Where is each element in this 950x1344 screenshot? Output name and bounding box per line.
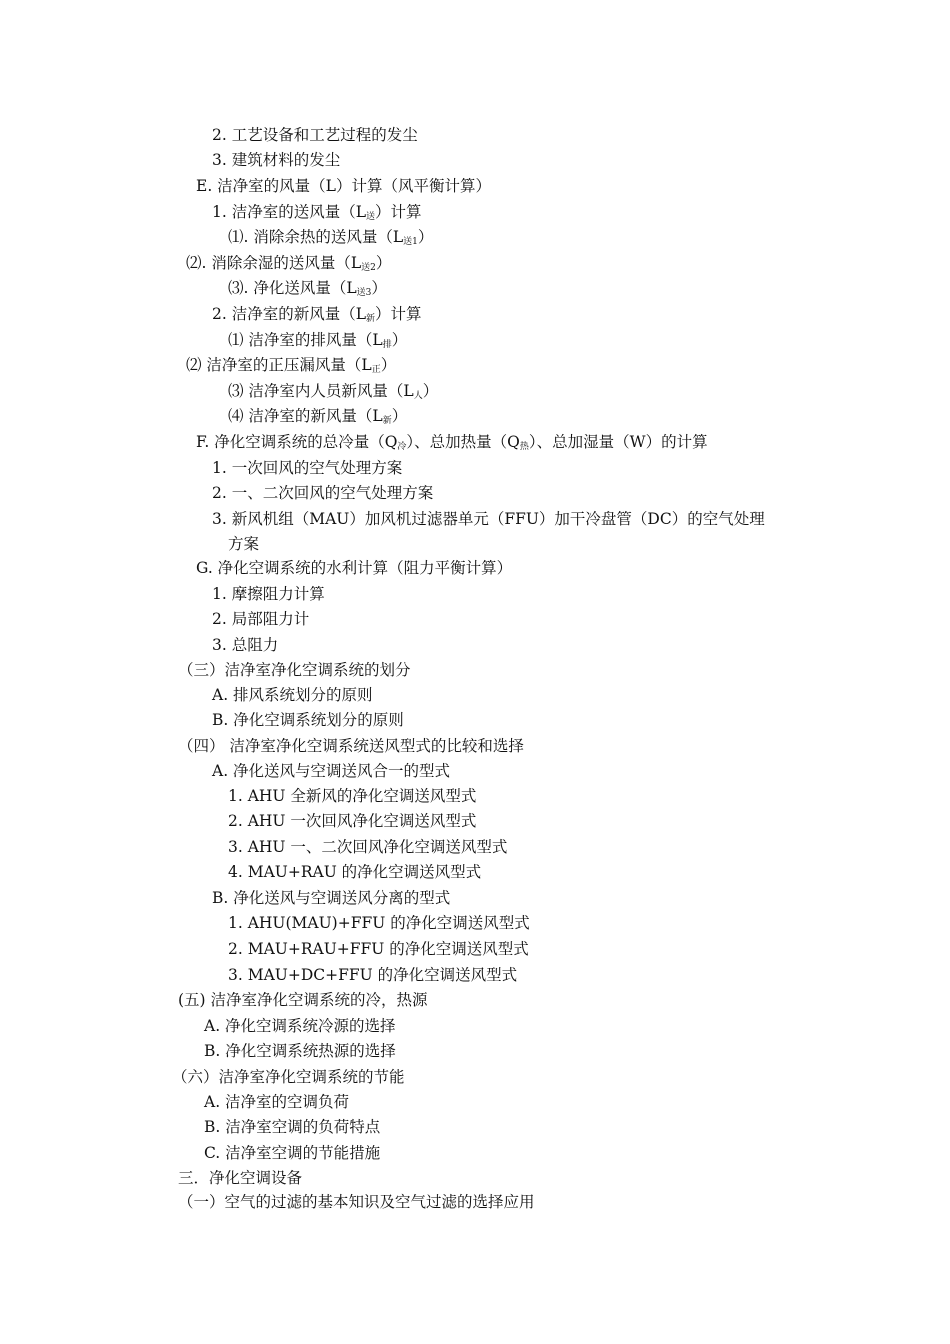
outline-subitem: 2. MAU+RAU+FFU 的净化空调送风型式 (228, 940, 529, 958)
outline-item: 2. 洁净室的新风量$(L_新)$计算 (212, 305, 422, 324)
outline-subitem: 1. AHU 全新风的净化空调送风型式 (228, 787, 477, 805)
outline-subitem: ⑶ 洁净室内人员新风量$(L_人)$ (228, 382, 439, 401)
outline-subitem: 2. AHU 一次回风净化空调送风型式 (228, 812, 477, 830)
outline-item: A. 洁净室的空调负荷 (204, 1093, 350, 1111)
outline-item: C. 洁净室空调的节能措施 (204, 1144, 381, 1162)
outline-item: 3. 新风机组（MAU）加风机过滤器单元（FFU）加干冷盘管（DC）的空气处理 (212, 510, 765, 528)
outline-item: A. 排风系统划分的原则 (212, 686, 373, 704)
outline-item: 3. 总阻力 (212, 636, 279, 654)
outline-item: B. 净化送风与空调送风分离的型式 (212, 889, 451, 907)
outline-item: 2. 一、二次回风的空气处理方案 (212, 484, 434, 502)
outline-heading: G. 净化空调系统的水利计算（阻力平衡计算） (196, 559, 513, 577)
outline-heading: E. 洁净室的风量（L）计算（风平衡计算） (196, 177, 491, 195)
outline-item: A. 净化送风与空调送风合一的型式 (212, 762, 451, 780)
outline-subitem: 1. AHU(MAU)+FFU 的净化空调送风型式 (228, 914, 530, 932)
outline-subitem: 3. MAU+DC+FFU 的净化空调送风型式 (228, 966, 518, 984)
outline-item: B. 净化空调系统热源的选择 (204, 1042, 396, 1060)
section-heading: （三）洁净室净化空调系统的划分 (178, 661, 411, 679)
outline-subitem: ⑵ 洁净室的正压漏风量$(L_正)$ (186, 356, 397, 375)
outline-item: A. 净化空调系统冷源的选择 (204, 1017, 396, 1035)
outline-item: B. 净化空调系统划分的原则 (212, 711, 404, 729)
outline-subitem: ⑴ 洁净室的排风量$(L_排)$ (228, 331, 408, 350)
section-heading: （四） 洁净室净化空调系统送风型式的比较和选择 (178, 737, 524, 755)
outline-subitem: 4. MAU+RAU 的净化空调送风型式 (228, 863, 482, 881)
outline-subitem: ⑴. 消除余热的送风量$(L_{送1})$ (228, 228, 434, 247)
outline-item: 1. 摩擦阻力计算 (212, 585, 325, 603)
outline-subitem: ⑷ 洁净室的新风量$(L_新)$ (228, 407, 408, 426)
outline-item: 1. 一次回风的空气处理方案 (212, 459, 403, 477)
outline-item: B. 洁净室空调的负荷特点 (204, 1118, 381, 1136)
outline-subitem: ⑵. 消除余湿的送风量$(L_{送2})$ (186, 254, 392, 273)
section-heading: （一）空气的过滤的基本知识及空气过滤的选择应用 (178, 1193, 535, 1211)
outline-subitem: ⑶. 净化送风量$(L_{送3})$ (228, 279, 387, 298)
outline-item: 2. 局部阻力计 (212, 610, 310, 628)
chapter-heading: 三．净化空调设备 (178, 1169, 303, 1187)
outline-item: 3. 建筑材料的发尘 (212, 151, 341, 169)
section-heading: （六）洁净室净化空调系统的节能 (172, 1068, 405, 1086)
outline-item: 2. 工艺设备和工艺过程的发尘 (212, 126, 418, 144)
outline-subitem: 3. AHU 一、二次回风净化空调送风型式 (228, 838, 508, 856)
outline-heading: F. 净化空调系统的总冷量$(Q_冷)$、总加热量$(Q_热)$、总加湿量（W）的计算 (196, 433, 708, 452)
outline-item: 1. 洁净室的送风量$(L_送)$计算 (212, 203, 422, 222)
outline-item-continuation: 方案 (228, 535, 260, 553)
section-heading: (五) 洁净室净化空调系统的冷，热源 (178, 991, 428, 1009)
